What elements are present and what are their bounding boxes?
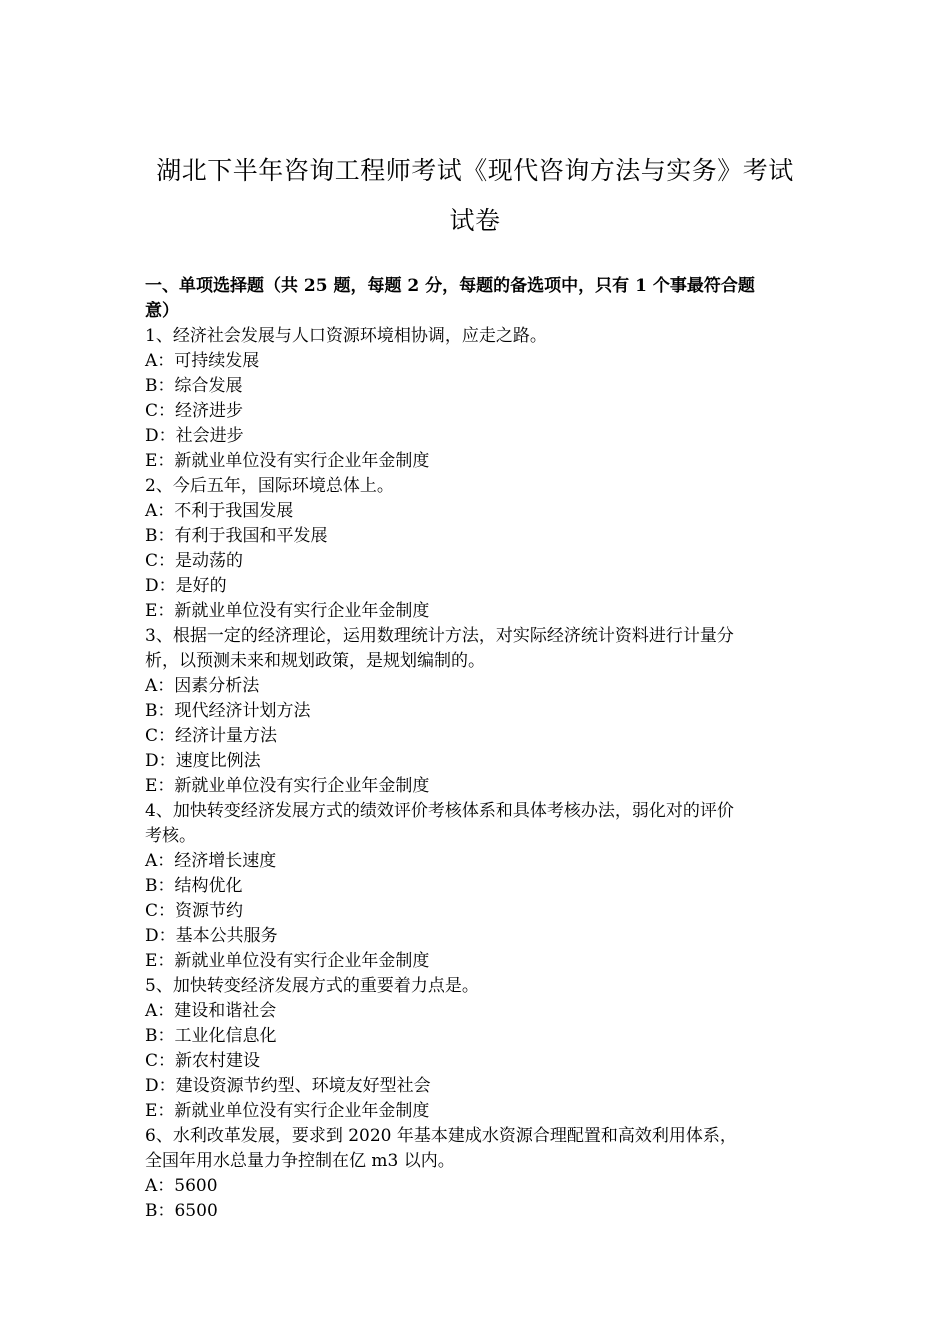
question-text-line-1: 6、水利改革发展，要求到 2020 年基本建成水资源合理配置和高效利用体系， bbox=[145, 1126, 737, 1146]
option-e: E：新就业单位没有实行企业年金制度 bbox=[145, 1101, 430, 1121]
option-d: D：是好的 bbox=[145, 576, 227, 596]
option-b: B：结构优化 bbox=[145, 876, 243, 896]
option-d: D：速度比例法 bbox=[145, 751, 261, 771]
option-a: A：因素分析法 bbox=[145, 676, 260, 696]
option-e: E：新就业单位没有实行企业年金制度 bbox=[145, 451, 430, 471]
option-b: B：综合发展 bbox=[145, 376, 243, 396]
option-d: D：社会进步 bbox=[145, 426, 244, 446]
question-text-line-1: 3、根据一定的经济理论，运用数理统计方法，对实际经济统计资料进行计量分 bbox=[145, 626, 734, 646]
section-heading bbox=[145, 274, 810, 324]
option-e: E：新就业单位没有实行企业年金制度 bbox=[145, 776, 430, 796]
option-c: C：资源节约 bbox=[145, 901, 244, 921]
question-2 bbox=[145, 474, 810, 624]
option-c: C：是动荡的 bbox=[145, 551, 244, 571]
option-a: A：经济增长速度 bbox=[145, 851, 277, 871]
question-text: 5、加快转变经济发展方式的重要着力点是。 bbox=[145, 976, 479, 996]
question-6 bbox=[145, 1124, 810, 1224]
option-b: B：有利于我国和平发展 bbox=[145, 526, 328, 546]
question-text-line-2: 考核。 bbox=[145, 826, 196, 846]
title-line-2: 试卷 bbox=[449, 206, 501, 235]
document-title bbox=[140, 146, 810, 246]
option-b: B：现代经济计划方法 bbox=[145, 701, 311, 721]
question-1 bbox=[145, 324, 810, 474]
option-a: A：不利于我国发展 bbox=[145, 501, 294, 521]
question-3 bbox=[145, 624, 810, 799]
option-c: C：新农村建设 bbox=[145, 1051, 261, 1071]
question-text: 1、经济社会发展与人口资源环境相协调，应走之路。 bbox=[145, 326, 547, 346]
question-4 bbox=[145, 799, 810, 974]
option-a: A：可持续发展 bbox=[145, 351, 260, 371]
option-a: A：建设和谐社会 bbox=[145, 1001, 277, 1021]
title-line-1: 湖北下半年咨询工程师考试《现代咨询方法与实务》考试 bbox=[156, 156, 794, 185]
option-b: B：6500 bbox=[145, 1201, 218, 1221]
option-a: A：5600 bbox=[145, 1176, 218, 1196]
question-text: 2、今后五年，国际环境总体上。 bbox=[145, 476, 394, 496]
option-c: C：经济进步 bbox=[145, 401, 244, 421]
option-c: C：经济计量方法 bbox=[145, 726, 278, 746]
option-b: B：工业化信息化 bbox=[145, 1026, 277, 1046]
document-body bbox=[145, 274, 810, 1224]
question-text-line-2: 析，以预测未来和规划政策，是规划编制的。 bbox=[145, 651, 485, 671]
question-5 bbox=[145, 974, 810, 1124]
section-heading-line-2: 意） bbox=[145, 301, 179, 321]
question-text-line-1: 4、加快转变经济发展方式的绩效评价考核体系和具体考核办法，弱化对的评价 bbox=[145, 801, 734, 821]
option-e: E：新就业单位没有实行企业年金制度 bbox=[145, 601, 430, 621]
option-d: D：建设资源节约型、环境友好型社会 bbox=[145, 1076, 431, 1096]
option-e: E：新就业单位没有实行企业年金制度 bbox=[145, 951, 430, 971]
section-heading-line-1: 一、单项选择题（共 25 题，每题 2 分，每题的备选项中，只有 1 个事最符合题 bbox=[145, 276, 755, 296]
question-text-line-2: 全国年用水总量力争控制在亿 m3 以内。 bbox=[145, 1151, 455, 1171]
option-d: D：基本公共服务 bbox=[145, 926, 278, 946]
